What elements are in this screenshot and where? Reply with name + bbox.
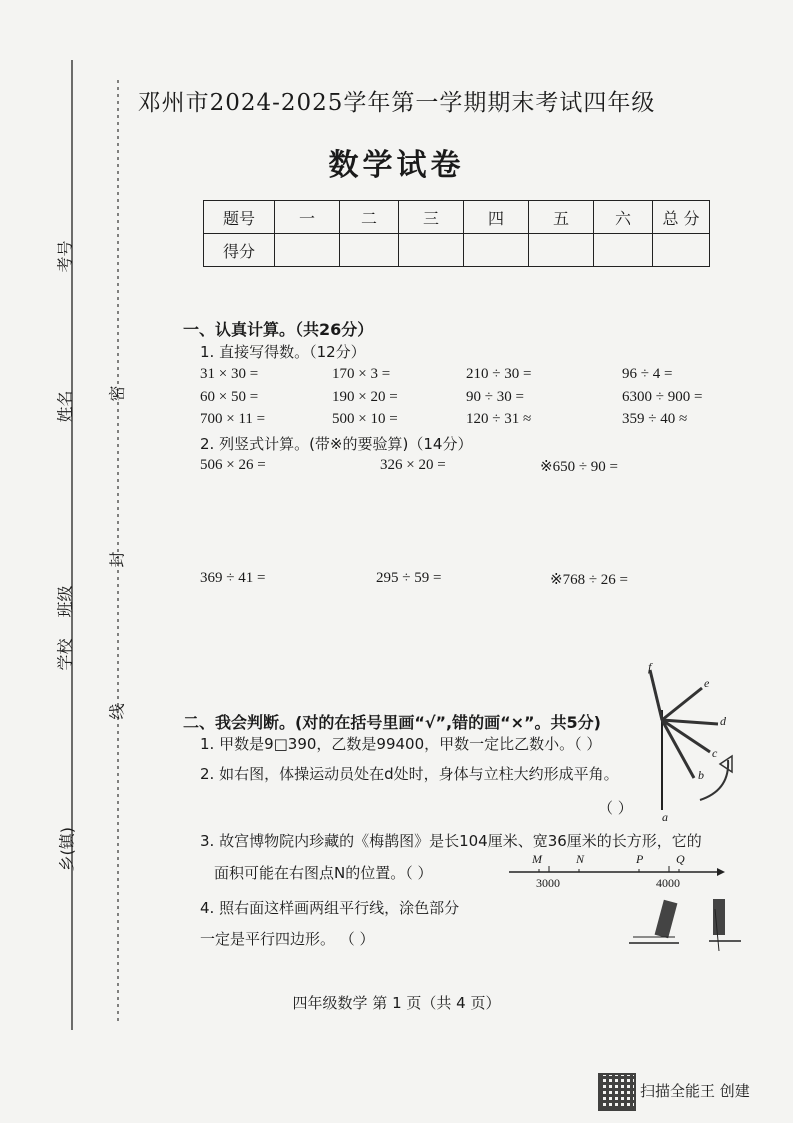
calc-item: 190 × 20 =	[332, 389, 398, 405]
qr-code-icon	[598, 1073, 636, 1111]
judge-item-2: 2. 如右图，体操运动员处在d处时，身体与立柱大约形成平角。	[200, 765, 619, 783]
seal-char-xian: 线	[107, 703, 127, 720]
calc-item: 90 ÷ 30 =	[466, 389, 524, 405]
page-footer: 四年级数学 第 1 页（共 4 页）	[292, 994, 501, 1012]
score-input-cell[interactable]	[594, 234, 653, 267]
calc-item: 500 × 10 =	[332, 411, 398, 427]
score-cell: 一	[275, 201, 340, 234]
calc-item: 96 ÷ 4 =	[622, 366, 673, 382]
score-cell: 总 分	[653, 201, 710, 234]
figure-label-b: b	[698, 768, 704, 782]
parallel-lines-figure	[625, 895, 745, 955]
vertical-calc-item: ※650 ÷ 90 =	[540, 459, 619, 475]
section2-heading: 二、我会判断。(对的在括号里画“√”,错的画“×”。共5分)	[183, 713, 601, 732]
figure-label-a: a	[662, 810, 668, 824]
judge-item-3-cont: 面积可能在右图点N的位置。（ ）	[214, 864, 433, 882]
field-township: 乡(镇)	[57, 827, 77, 872]
score-table-header-row	[204, 201, 710, 234]
calc-item: 31 × 30 =	[200, 366, 259, 382]
seal-char-feng: 封	[107, 551, 127, 568]
score-cell: 二	[340, 201, 399, 234]
judge-item-1: 1. 甲数是9□390，乙数是99400，甲数一定比乙数小。（ ）	[200, 735, 602, 753]
field-class: 班级	[55, 585, 75, 618]
figure-label-d: d	[720, 714, 726, 728]
number-line-point-n: N	[576, 852, 585, 866]
judge-item-2-answer: （ ）	[598, 799, 633, 817]
scanner-watermark: 扫描全能王 创建	[640, 1082, 750, 1100]
field-exam-number: 考号	[55, 240, 75, 273]
calc-item: 120 ÷ 31 ≈	[466, 411, 532, 427]
figure-label-c: c	[712, 746, 718, 760]
score-input-cell[interactable]	[340, 234, 399, 267]
calc-item: 359 ÷ 40 ≈	[622, 411, 688, 427]
judge-item-4-cont: 一定是平行四边形。 （ ）	[200, 930, 375, 948]
score-cell: 五	[529, 201, 594, 234]
number-line-point-q: Q	[676, 852, 685, 866]
gymnast-figure	[640, 660, 740, 820]
score-cell: 六	[594, 201, 653, 234]
vertical-calc-item: 295 ÷ 59 =	[376, 570, 442, 586]
vertical-calc-item: 326 × 20 =	[380, 457, 446, 473]
score-cell: 四	[464, 201, 529, 234]
number-line-point-m: M	[532, 852, 542, 866]
score-cell: 题号	[204, 201, 275, 234]
vertical-calc-item: 506 × 26 =	[200, 457, 266, 473]
exam-title-line2: 数学试卷	[328, 148, 465, 183]
number-line-tick-3000: 3000	[536, 876, 560, 890]
score-cell: 得分	[204, 234, 275, 267]
seal-char-mi: 密	[107, 385, 127, 402]
number-line-point-p: P	[636, 852, 644, 866]
calc-item: 210 ÷ 30 =	[466, 366, 532, 382]
score-cell: 三	[399, 201, 464, 234]
figure-label-e: e	[704, 676, 710, 690]
number-line-tick-4000: 4000	[656, 876, 680, 890]
field-name: 姓名	[55, 390, 75, 423]
section1-part2-heading: 2. 列竖式计算。(带※的要验算)（14分）	[200, 435, 473, 453]
score-input-cell[interactable]	[275, 234, 340, 267]
score-input-cell[interactable]	[399, 234, 464, 267]
score-table	[203, 200, 710, 267]
score-input-cell[interactable]	[653, 234, 710, 267]
score-input-cell[interactable]	[529, 234, 594, 267]
exam-title-line1: 邓州市2024-2025学年第一学期期末考试四年级	[137, 90, 656, 116]
calc-item: 6300 ÷ 900 =	[622, 389, 703, 405]
calc-item: 170 × 3 =	[332, 366, 391, 382]
judge-item-3: 3. 故宫博物院内珍藏的《梅鹊图》是长104厘米、宽36厘米的长方形，它的	[200, 832, 702, 850]
score-input-cell[interactable]	[464, 234, 529, 267]
calc-item: 60 × 50 =	[200, 389, 259, 405]
vertical-calc-item: 369 ÷ 41 =	[200, 570, 266, 586]
judge-item-4: 4. 照右面这样画两组平行线，涂色部分	[200, 899, 460, 917]
section1-part1-heading: 1. 直接写得数。（12分）	[200, 343, 366, 361]
score-table-score-row	[204, 234, 710, 267]
section1-heading: 一、认真计算。（共26分）	[183, 320, 374, 339]
vertical-calc-item: ※768 ÷ 26 =	[550, 572, 629, 588]
field-school: 学校	[55, 638, 75, 671]
calc-item: 700 × 11 =	[200, 411, 266, 427]
figure-label-f: f	[648, 660, 652, 674]
